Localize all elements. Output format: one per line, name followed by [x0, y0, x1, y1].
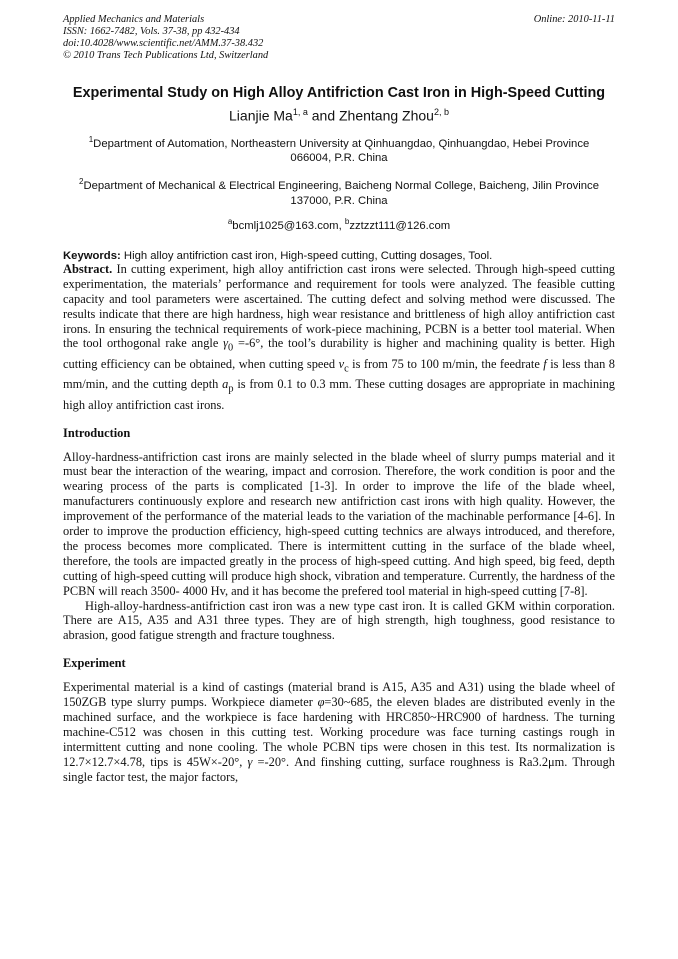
math-symbol: v	[338, 356, 345, 371]
experiment-text: =-20°. And finshing cutting, surface roughness is Ra3.2μm. Through single factor test, the major factors,	[63, 754, 615, 784]
journal-header	[63, 14, 615, 62]
affiliation	[63, 132, 615, 167]
author-line	[63, 107, 615, 124]
math-symbol: γ	[223, 336, 229, 351]
section-heading-introduction: Introduction	[63, 425, 131, 440]
introduction-paragraph: High-alloy-hardness-antifriction cast iron was a new type cast iron. It is called GKM within corporation. There are A15, A35 and A31 three types. They are of high strength, high toughness, good resistance to abrasion, good fatigue strength and fracture toughness.	[63, 598, 615, 643]
abstract-text: is from 75 to 100 m/min, the feedrate	[348, 356, 544, 371]
author-superscript: 2, b	[433, 107, 449, 117]
online-date: Online: 2010-11-11	[533, 14, 615, 25]
affiliation-text: Department of Mechanical & Electrical Engineering, Baicheng Normal College, Baicheng, Jilin Province 137000, P.R. China	[83, 180, 599, 208]
email-line	[63, 217, 615, 232]
section-heading-experiment: Experiment	[63, 656, 126, 671]
experiment-text: =30~685, the eleven blades are distributed evenly in the machined surface, and the workpiece is face hardening with HRC850~HRC900 of hardness. The turning machine-C512 was chosen in this cutting test. Working procedure was face turning castings rough in intermittent cutting and none cooling. The whole PCBN tips were chosen in this test. Its normalization is 12.7×12.7×4.78, tips is 45W×-20°,	[63, 695, 616, 769]
math-symbol: f	[543, 356, 547, 371]
email-address: bcmlj1025@163.com,	[232, 219, 345, 232]
author-name: Zhentang Zhou	[339, 107, 434, 124]
email-superscript: a	[227, 217, 233, 227]
math-subscript: p	[228, 383, 234, 395]
affiliation	[63, 174, 615, 209]
affiliation-text: Department of Automation, Northeastern University at Qinhuangdao, Qinhuangdao, Hebei Province 066004, P.R. China	[93, 137, 590, 165]
email-address: zztzzt111@126.com	[349, 219, 451, 232]
abstract-label: Abstract.	[63, 261, 113, 276]
math-symbol: a	[222, 377, 229, 392]
math-subscript: 0	[228, 342, 234, 354]
affiliation-number: 2	[79, 177, 84, 187]
keywords-label: Keywords:	[63, 249, 121, 262]
abstract-text: is from 0.1 to 0.3 mm. These cutting dosages are appropriate in machining high alloy antifriction cast irons.	[63, 377, 615, 412]
doi-line: doi:10.4028/www.scientific.net/AMM.37-38.432	[63, 38, 264, 49]
author-conjunction: and	[307, 107, 339, 124]
abstract-text: =-6°, the tool’s durability is higher and machining quality is better. High cutting efficiency can be obtained, when cutting speed	[63, 336, 615, 371]
keywords-text: High alloy antifriction cast iron, High-speed cutting, Cutting dosages, Tool.	[120, 249, 493, 262]
paper-page	[63, 14, 615, 785]
keywords	[63, 250, 615, 262]
experiment-paragraph	[63, 680, 615, 784]
abstract-text: In cutting experiment, high alloy antifriction cast irons were selected. Through high-speed cutting experimentation, the materials’ performance and requirement for tools were analyzed. The feasible cutting capacity and tool parameters were ascertained. The cutting defect and solving method were discussed. The results indicate that there are high hardness, high wear resistance and brittleness of high alloy antifriction cast irons. In ensuring the technical requirements of work-piece machining, PCBN is a better tool material. When the tool orthogonal rake angle	[63, 261, 615, 351]
journal-name: Applied Mechanics and Materials	[63, 14, 205, 25]
experiment-text: Experimental material is a kind of castings (material brand is A15, A35 and A31) using the blade wheel of 150ZGB type slurry pumps. Workpiece diameter	[63, 680, 615, 710]
email-superscript: b	[344, 217, 350, 227]
math-symbol: γ	[247, 754, 253, 769]
affiliation-number: 1	[88, 134, 94, 144]
abstract-text: is less than 8 mm/min, and the cutting depth	[63, 356, 615, 392]
issn-line: ISSN: 1662-7482, Vols. 37-38, pp 432-434	[63, 26, 240, 37]
abstract	[63, 262, 615, 413]
math-subscript: c	[344, 363, 349, 375]
paper-title: Experimental Study on High Alloy Antifriction Cast Iron in High-Speed Cutting	[72, 85, 606, 101]
copyright-line: © 2010 Trans Tech Publications Ltd, Switzerland	[63, 50, 269, 61]
math-symbol: φ	[317, 695, 325, 710]
author-superscript: 1, a	[292, 107, 308, 117]
author-name: Lianjie Ma	[229, 107, 293, 124]
introduction-paragraph: Alloy-hardness-antifriction cast irons are mainly selected in the blade wheel of slurry pumps material and it must bear the interaction of the wearing, impact and corrosion. Therefore, the work condition is poor and the wearing process of the parts is complicated [1-3]. In order to improve the life of the blade wheel, manufacturers continuously explore and research new antifriction cast irons with high quality. However, the improvement of the performance of the material leads to the variation of the machinable performance [4-6]. In order to improve the production efficiency, high-speed cutting technics are always introduced, and therefore, the process becomes more complicated. There is intermittent cutting in the surface of the blade wheel, therefore, the tools are impacted greatly in the process of high-speed cutting. And high speed, big feed, depth cutting of high-speed cutting will produce high shock, vibration and temperature. Currently, the hardness of the PCBN will reach 3500- 4000 Hv, and it has become the prefered tool material in high-speed cutting [7-8].	[63, 449, 615, 598]
